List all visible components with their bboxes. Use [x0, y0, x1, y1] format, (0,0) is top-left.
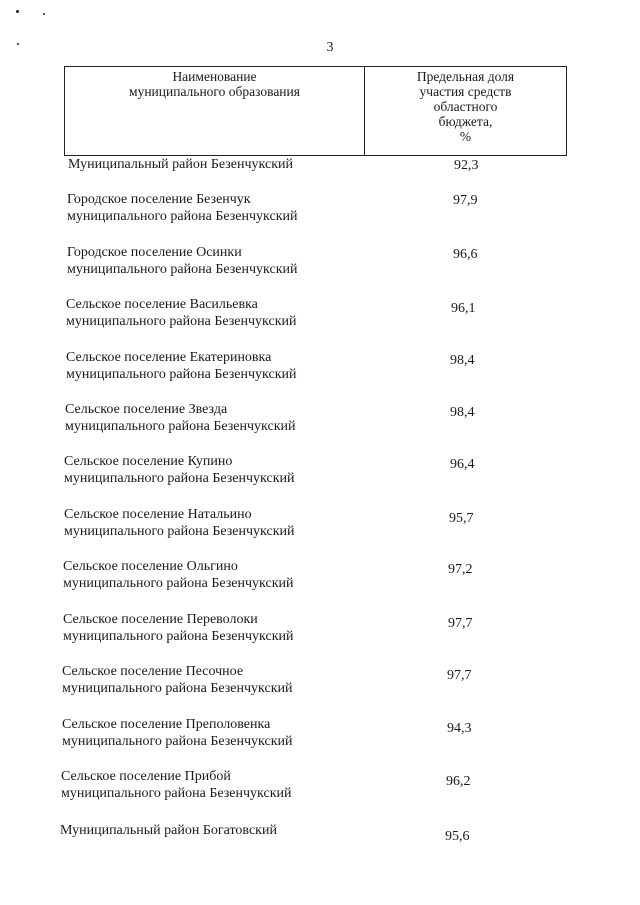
row-name-line1: Сельское поселение Васильевка	[66, 297, 258, 312]
row-value: 97,7	[447, 668, 472, 683]
scan-speck	[16, 10, 19, 13]
row-name-line1: Сельское поселение Ольгино	[63, 559, 238, 574]
row-value: 96,1	[451, 301, 476, 316]
row-name-line2: муниципального района Безенчукский	[64, 471, 295, 486]
row-name-line1: Сельское поселение Прибой	[61, 769, 231, 784]
row-value: 96,4	[450, 457, 475, 472]
row-name-line1: Сельское поселение Песочное	[62, 664, 244, 679]
row-name-line2: муниципального района Безенчукский	[65, 419, 296, 434]
row-value: 97,7	[448, 616, 473, 631]
column-header-budget-share: Предельная доля участия средств областного бюджета, %	[416, 69, 515, 144]
row-name-line2: муниципального района Безенчукский	[63, 629, 294, 644]
row-value: 94,3	[447, 721, 472, 736]
row-value: 95,6	[445, 829, 470, 844]
page-number: 3	[326, 40, 334, 55]
row-value: 98,4	[450, 405, 475, 420]
row-name-line1: Муниципальный район Богатовский	[60, 823, 277, 838]
row-name-line2: муниципального района Безенчукский	[64, 524, 295, 539]
row-name-line2: муниципального района Безенчукский	[62, 734, 293, 749]
row-name	[62, 716, 292, 750]
scan-speck	[43, 13, 45, 15]
row-name	[60, 822, 277, 839]
row-name	[65, 401, 295, 435]
row-name-line1: Сельское поселение Натальино	[64, 507, 252, 522]
row-name-line1: Сельское поселение Купино	[64, 454, 233, 469]
row-name	[66, 349, 296, 383]
row-name-line1: Сельское поселение Преполовенка	[62, 717, 271, 732]
row-value: 97,2	[448, 562, 473, 577]
row-value: 96,2	[446, 774, 471, 789]
row-value: 97,9	[453, 193, 478, 208]
row-value: 95,7	[449, 511, 474, 526]
row-value: 92,3	[454, 158, 479, 173]
row-name	[64, 453, 294, 487]
row-name-line1: Городское поселение Осинки	[67, 245, 242, 260]
row-name-line2: муниципального района Безенчукский	[63, 576, 294, 591]
row-name-line2: муниципального района Безенчукский	[67, 209, 298, 224]
column-header-name: Наименование муниципального образования	[65, 67, 365, 155]
row-name	[62, 663, 292, 697]
row-name	[63, 558, 293, 592]
row-name-line2: муниципального района Безенчукский	[62, 681, 293, 696]
row-name	[68, 156, 293, 173]
row-name	[67, 244, 297, 278]
row-name	[61, 768, 291, 802]
row-name	[67, 191, 297, 225]
row-name-line1: Городское поселение Безенчук	[67, 192, 251, 207]
row-name-line2: муниципального района Безенчукский	[61, 786, 292, 801]
row-name-line1: Сельское поселение Переволоки	[63, 612, 258, 627]
row-value: 96,6	[453, 247, 478, 262]
table-header	[64, 66, 567, 156]
row-name	[64, 506, 294, 540]
row-name	[63, 611, 293, 645]
row-name-line2: муниципального района Безенчукский	[66, 314, 297, 329]
row-name-line1: Сельское поселение Звезда	[65, 402, 228, 417]
row-name-line1: Муниципальный район Безенчукский	[68, 157, 294, 172]
row-name	[66, 296, 296, 330]
row-name-line1: Сельское поселение Екатериновка	[66, 350, 272, 365]
row-name-line2: муниципального района Безенчукский	[66, 367, 297, 382]
row-value: 98,4	[450, 353, 475, 368]
row-name-line2: муниципального района Безенчукский	[67, 262, 298, 277]
